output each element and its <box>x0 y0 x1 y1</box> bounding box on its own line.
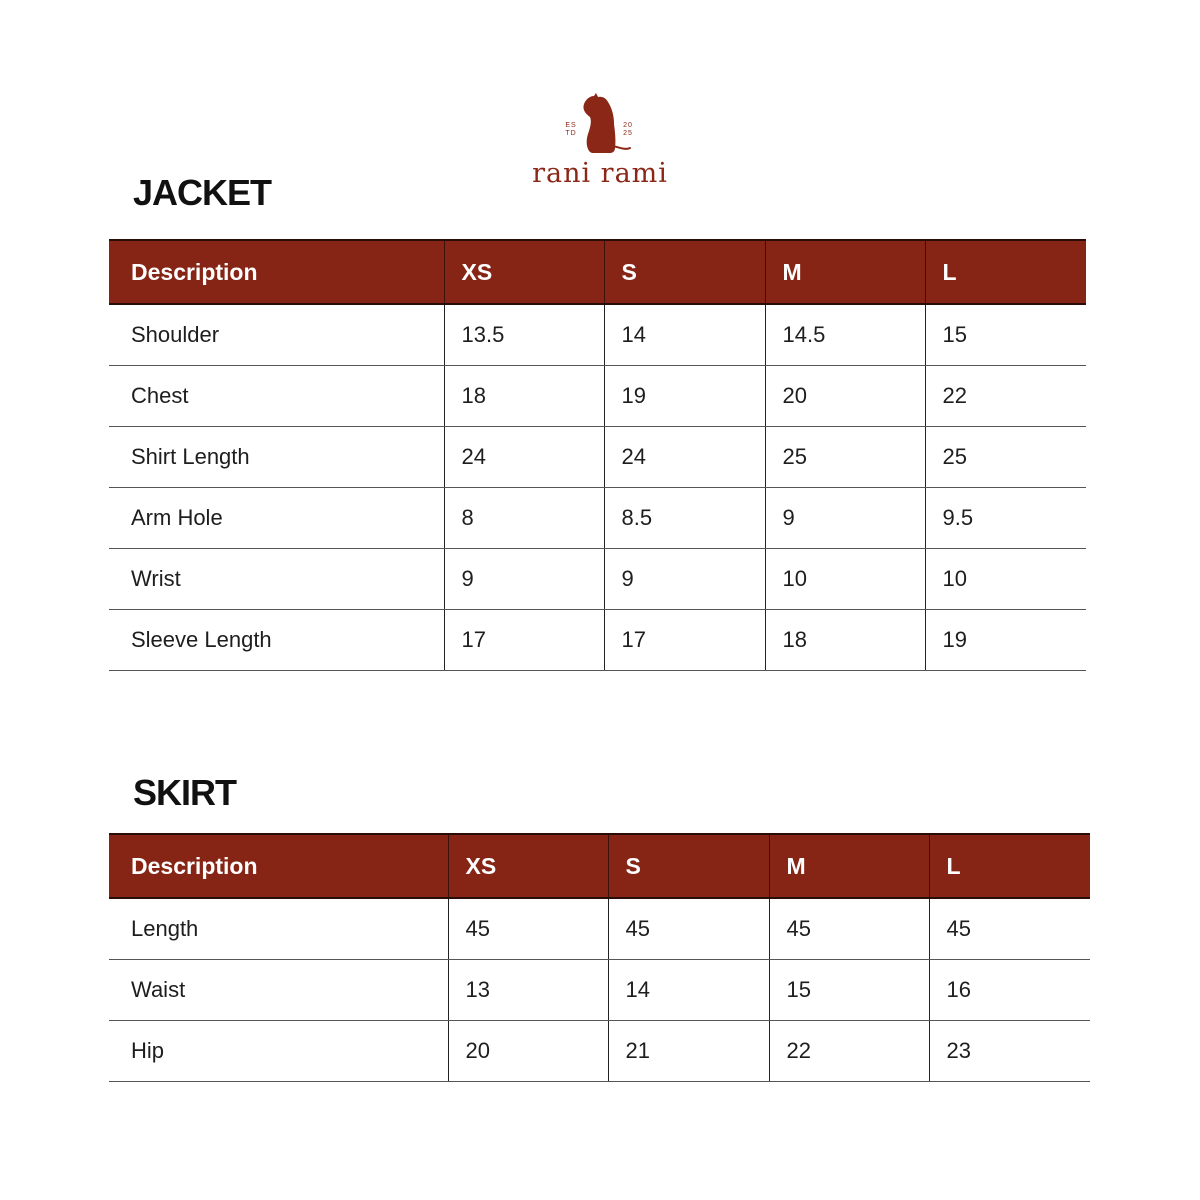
cell-xs: 9 <box>444 549 604 610</box>
cell-xs: 18 <box>444 366 604 427</box>
cell-m: 10 <box>765 549 925 610</box>
skirt-title: SKIRT <box>133 772 236 813</box>
cell-m: 14.5 <box>765 304 925 366</box>
est-right-label: 20 25 <box>623 122 633 137</box>
row-label: Shoulder <box>109 304 444 366</box>
row-label: Shirt Length <box>109 427 444 488</box>
skirt-size-table <box>109 833 1090 1082</box>
table-row <box>109 960 1090 1021</box>
cell-l: 15 <box>925 304 1086 366</box>
cell-l: 10 <box>925 549 1086 610</box>
cell-s: 14 <box>604 304 765 366</box>
cell-s: 24 <box>604 427 765 488</box>
cell-s: 21 <box>608 1021 769 1082</box>
header-s: S <box>608 834 769 898</box>
est-left-label: ES TD <box>565 122 577 137</box>
cell-l: 45 <box>929 898 1090 960</box>
cell-m: 9 <box>765 488 925 549</box>
cell-m: 22 <box>769 1021 929 1082</box>
table-row <box>109 427 1086 488</box>
cell-m: 18 <box>765 610 925 671</box>
row-label: Length <box>109 898 448 960</box>
row-label: Sleeve Length <box>109 610 444 671</box>
table-row <box>109 610 1086 671</box>
cell-l: 19 <box>925 610 1086 671</box>
cell-m: 45 <box>769 898 929 960</box>
header-s: S <box>604 240 765 304</box>
cell-s: 19 <box>604 366 765 427</box>
cell-m: 15 <box>769 960 929 1021</box>
header-description: Description <box>109 834 448 898</box>
row-label: Hip <box>109 1021 448 1082</box>
cell-m: 25 <box>765 427 925 488</box>
cell-s: 14 <box>608 960 769 1021</box>
brand-logo <box>520 90 680 195</box>
cell-xs: 45 <box>448 898 608 960</box>
table-row <box>109 366 1086 427</box>
row-label: Arm Hole <box>109 488 444 549</box>
header-description: Description <box>109 240 444 304</box>
cell-xs: 8 <box>444 488 604 549</box>
header-l: L <box>929 834 1090 898</box>
cell-s: 9 <box>604 549 765 610</box>
cell-xs: 20 <box>448 1021 608 1082</box>
header-l: L <box>925 240 1086 304</box>
cell-xs: 13.5 <box>444 304 604 366</box>
table-header-row <box>109 834 1090 898</box>
cell-xs: 24 <box>444 427 604 488</box>
cell-m: 20 <box>765 366 925 427</box>
table-row <box>109 549 1086 610</box>
seated-cat-icon <box>520 90 680 160</box>
cell-l: 16 <box>929 960 1090 1021</box>
row-label: Waist <box>109 960 448 1021</box>
jacket-size-table <box>109 239 1086 671</box>
cell-s: 8.5 <box>604 488 765 549</box>
cell-xs: 13 <box>448 960 608 1021</box>
header-xs: XS <box>444 240 604 304</box>
table-header-row <box>109 240 1086 304</box>
header-xs: XS <box>448 834 608 898</box>
cell-l: 25 <box>925 427 1086 488</box>
cell-s: 17 <box>604 610 765 671</box>
header-m: M <box>769 834 929 898</box>
table-row <box>109 304 1086 366</box>
table-row <box>109 898 1090 960</box>
cell-l: 22 <box>925 366 1086 427</box>
table-row <box>109 488 1086 549</box>
table-row <box>109 1021 1090 1082</box>
row-label: Wrist <box>109 549 444 610</box>
jacket-title: JACKET <box>133 172 272 213</box>
row-label: Chest <box>109 366 444 427</box>
cell-l: 9.5 <box>925 488 1086 549</box>
cell-s: 45 <box>608 898 769 960</box>
header-m: M <box>765 240 925 304</box>
brand-name: rani rami <box>532 158 668 189</box>
cell-l: 23 <box>929 1021 1090 1082</box>
cell-xs: 17 <box>444 610 604 671</box>
